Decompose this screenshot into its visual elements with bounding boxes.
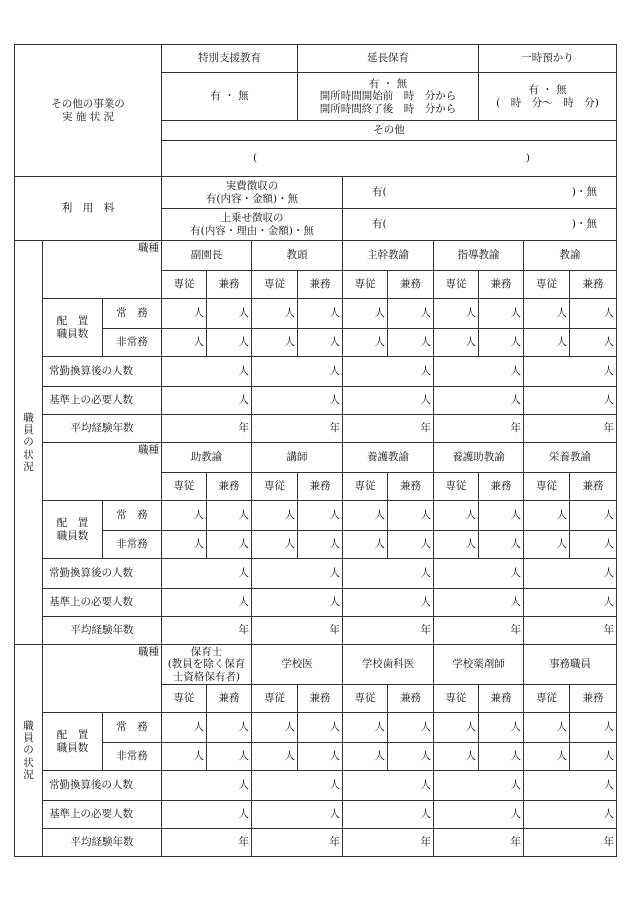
facility-report-form: [14, 44, 617, 857]
concurrent-header: 兼務: [207, 271, 252, 299]
staff-count-cell[interactable]: 人: [434, 743, 479, 771]
staff-count-cell[interactable]: 人: [479, 743, 524, 771]
staff-count-cell[interactable]: 人: [479, 713, 524, 743]
summary-value-cell[interactable]: 人: [252, 801, 343, 829]
summary-value-cell[interactable]: 人: [524, 357, 617, 387]
staff-count-cell[interactable]: 人: [570, 329, 617, 357]
staff-count-cell[interactable]: 人: [162, 713, 207, 743]
summary-value-cell[interactable]: 人: [524, 801, 617, 829]
summary-value-cell[interactable]: 人: [252, 357, 343, 387]
extended-care-line1: 有 ・ 無: [368, 78, 408, 91]
summary-value-cell[interactable]: 人: [524, 589, 617, 617]
summary-value-cell[interactable]: 人: [434, 357, 524, 387]
summary-value-cell[interactable]: 年: [524, 415, 617, 443]
staff-status-label-char: 状: [23, 448, 34, 461]
summary-value-cell[interactable]: 人: [434, 771, 524, 801]
summary-value-cell[interactable]: 年: [162, 415, 252, 443]
staff-status-label-char: 員: [23, 732, 34, 745]
temporary-care-header: 一時預かり: [479, 45, 617, 73]
summary-value-cell[interactable]: 人: [252, 559, 343, 589]
summary-value-cell[interactable]: 人: [524, 559, 617, 589]
summary-value-cell[interactable]: 人: [343, 387, 434, 415]
staff-count-cell[interactable]: 人: [570, 531, 617, 559]
staff-count-cell[interactable]: 人: [570, 743, 617, 771]
concurrent-header: 兼務: [388, 473, 434, 501]
concurrent-header: 兼務: [570, 271, 617, 299]
summary-value-cell[interactable]: 人: [162, 387, 252, 415]
staff-count-cell[interactable]: 人: [524, 743, 570, 771]
staff-count-cell[interactable]: 人: [570, 501, 617, 531]
job-header: 教諭: [524, 241, 617, 271]
concurrent-header: 兼務: [298, 271, 343, 299]
extended-care-line3: 開所時間終了後 時 分から: [319, 102, 457, 115]
staff-status-label-char: 状: [23, 756, 34, 769]
actual-cost-label: [162, 177, 343, 209]
staff-status-label-char: 職: [23, 720, 34, 733]
summary-value-cell[interactable]: 年: [162, 829, 252, 857]
staff-count-cell[interactable]: 人: [570, 713, 617, 743]
concurrent-header: 兼務: [298, 473, 343, 501]
staff-count-cell[interactable]: 人: [343, 329, 388, 357]
job-type-label: 職種: [43, 443, 162, 501]
staff-status-label-char: 況: [23, 460, 34, 473]
allocation-label: 配 置 職員数: [43, 299, 103, 357]
other-projects-label: その他の事業の 実 施 状 況: [15, 45, 162, 177]
staff-count-cell[interactable]: 人: [343, 501, 388, 531]
summary-value-cell[interactable]: 人: [343, 559, 434, 589]
summary-value-cell[interactable]: 人: [162, 801, 252, 829]
summary-value-cell[interactable]: 人: [434, 387, 524, 415]
summary-value-cell[interactable]: 人: [434, 589, 524, 617]
actual-cost-label-line2: 有(内容・金額)・無: [205, 192, 299, 205]
summary-value-cell[interactable]: 人: [343, 771, 434, 801]
job-header: 学校医: [252, 645, 343, 685]
job-header: 主幹教諭: [343, 241, 434, 271]
staff-count-cell[interactable]: 人: [343, 713, 388, 743]
concurrent-header: 兼務: [207, 473, 252, 501]
summary-value-cell[interactable]: 人: [343, 801, 434, 829]
fte-label: 常勤換算後の人数: [43, 357, 162, 387]
job-header: 講師: [252, 443, 343, 473]
staff-count-cell[interactable]: 人: [343, 299, 388, 329]
staff-count-cell[interactable]: 人: [524, 531, 570, 559]
staff-count-cell[interactable]: 人: [252, 299, 298, 329]
concurrent-header: 兼務: [298, 685, 343, 713]
staff-count-cell[interactable]: 人: [434, 299, 479, 329]
actual-cost-value: [343, 177, 617, 209]
staff-count-cell[interactable]: 人: [162, 531, 207, 559]
staff-count-cell[interactable]: 人: [479, 329, 524, 357]
staff-count-cell[interactable]: 人: [434, 713, 479, 743]
staff-count-cell[interactable]: 人: [298, 713, 343, 743]
staff-count-cell[interactable]: 人: [298, 329, 343, 357]
summary-value-cell[interactable]: 年: [434, 415, 524, 443]
other-value: [162, 141, 617, 177]
surcharge-value-left: 有(: [372, 218, 387, 231]
summary-value-cell[interactable]: 年: [162, 617, 252, 645]
staff-count-cell[interactable]: 人: [388, 299, 434, 329]
summary-value-cell[interactable]: 年: [343, 829, 434, 857]
summary-value-cell[interactable]: 人: [252, 771, 343, 801]
actual-cost-value-left: 有(: [372, 186, 387, 199]
staff-status-label-char: 職: [23, 412, 34, 425]
other-header: その他: [162, 121, 617, 141]
full-time-header: 専従: [434, 473, 479, 501]
avg-years-label: 平均経験年数: [43, 617, 162, 645]
staff-count-cell[interactable]: 人: [207, 299, 252, 329]
staff-count-cell[interactable]: 人: [298, 743, 343, 771]
staff-count-cell[interactable]: 人: [162, 501, 207, 531]
job-header: 事務職員: [524, 645, 617, 685]
summary-value-cell[interactable]: 人: [524, 387, 617, 415]
other-open-paren: (: [253, 152, 258, 165]
staff-count-cell[interactable]: 人: [479, 531, 524, 559]
job-header: 副園長: [162, 241, 252, 271]
staff-count-cell[interactable]: 人: [162, 299, 207, 329]
summary-value-cell[interactable]: 人: [162, 357, 252, 387]
summary-value-cell[interactable]: 年: [524, 617, 617, 645]
staff-status-label: [15, 241, 43, 645]
full-time-header: 専従: [434, 685, 479, 713]
staff-count-cell[interactable]: 人: [207, 743, 252, 771]
staff-count-cell[interactable]: 人: [343, 531, 388, 559]
temporary-care-line2: ( 時 分〜 時 分): [496, 96, 599, 109]
full-time-header: 専従: [162, 685, 207, 713]
required-label: 基準上の必要人数: [43, 589, 162, 617]
surcharge-value: [343, 209, 617, 241]
fte-label: 常勤換算後の人数: [43, 559, 162, 589]
job-header: 養護教諭: [343, 443, 434, 473]
regular-label: 常 務: [103, 501, 162, 531]
full-time-header: 専従: [343, 271, 388, 299]
staff-count-cell[interactable]: 人: [388, 743, 434, 771]
staff-count-cell[interactable]: 人: [252, 713, 298, 743]
concurrent-header: 兼務: [570, 473, 617, 501]
avg-years-label: 平均経験年数: [43, 829, 162, 857]
staff-count-cell[interactable]: 人: [207, 329, 252, 357]
staff-count-cell[interactable]: 人: [524, 329, 570, 357]
regular-label: 常 務: [103, 713, 162, 743]
staff-count-cell[interactable]: 人: [524, 501, 570, 531]
staff-count-cell[interactable]: 人: [388, 531, 434, 559]
full-time-header: 専従: [162, 473, 207, 501]
staff-count-cell[interactable]: 人: [298, 299, 343, 329]
summary-value-cell[interactable]: 年: [252, 829, 343, 857]
job-header: 指導教諭: [434, 241, 524, 271]
concurrent-header: 兼務: [388, 685, 434, 713]
surcharge-label-line2: 有(内容・理由・金額)・無: [190, 224, 314, 237]
job-header: 栄養教諭: [524, 443, 617, 473]
special-support-header: 特別支援教育: [162, 45, 298, 73]
concurrent-header: 兼務: [479, 473, 524, 501]
surcharge-value-right: )・無: [571, 218, 597, 231]
full-time-header: 専従: [343, 685, 388, 713]
job-type-label: 職種: [43, 645, 162, 713]
staff-status-label: [15, 645, 43, 857]
avg-years-label: 平均経験年数: [43, 415, 162, 443]
part-time-label: 非常務: [103, 531, 162, 559]
staff-status-label-char: の: [23, 436, 34, 449]
part-time-label: 非常務: [103, 329, 162, 357]
staff-count-cell[interactable]: 人: [388, 501, 434, 531]
summary-value-cell[interactable]: 人: [162, 589, 252, 617]
staff-count-cell[interactable]: 人: [434, 501, 479, 531]
required-label: 基準上の必要人数: [43, 801, 162, 829]
summary-value-cell[interactable]: 年: [524, 829, 617, 857]
job-type-label: 職種: [43, 241, 162, 299]
staff-count-cell[interactable]: 人: [162, 329, 207, 357]
temporary-care-value: [479, 73, 617, 121]
extended-care-header: 延長保育: [298, 45, 479, 73]
staff-status-label-char: 況: [23, 768, 34, 781]
summary-value-cell[interactable]: 年: [343, 617, 434, 645]
staff-count-cell[interactable]: 人: [434, 531, 479, 559]
special-support-value: 有 ・ 無: [162, 73, 298, 121]
full-time-header: 専従: [162, 271, 207, 299]
full-time-header: 専従: [524, 473, 570, 501]
surcharge-label-line1: 上乗せ徴収の: [220, 212, 284, 225]
summary-value-cell[interactable]: 年: [252, 617, 343, 645]
staff-count-cell[interactable]: 人: [479, 299, 524, 329]
summary-value-cell[interactable]: 人: [252, 589, 343, 617]
summary-value-cell[interactable]: 人: [343, 357, 434, 387]
summary-value-cell[interactable]: 人: [343, 589, 434, 617]
full-time-header: 専従: [252, 685, 298, 713]
extended-care-value: [298, 73, 479, 121]
allocation-label: 配 置 職員数: [43, 713, 103, 771]
staff-count-cell[interactable]: 人: [252, 531, 298, 559]
fte-label: 常勤換算後の人数: [43, 771, 162, 801]
part-time-label: 非常務: [103, 743, 162, 771]
extended-care-line2: 開所時間開始前 時 分から: [319, 90, 457, 103]
staff-count-cell[interactable]: 人: [479, 501, 524, 531]
staff-count-cell[interactable]: 人: [207, 713, 252, 743]
staff-count-cell[interactable]: 人: [388, 329, 434, 357]
concurrent-header: 兼務: [479, 271, 524, 299]
staff-count-cell[interactable]: 人: [252, 329, 298, 357]
job-header: 保育士 (教員を除く保育 士資格保有者): [162, 645, 252, 685]
full-time-header: 専従: [434, 271, 479, 299]
summary-value-cell[interactable]: 人: [434, 801, 524, 829]
staff-count-cell[interactable]: 人: [207, 501, 252, 531]
concurrent-header: 兼務: [570, 685, 617, 713]
concurrent-header: 兼務: [207, 685, 252, 713]
summary-value-cell[interactable]: 人: [434, 559, 524, 589]
staff-count-cell[interactable]: 人: [524, 713, 570, 743]
summary-value-cell[interactable]: 人: [162, 559, 252, 589]
summary-value-cell[interactable]: 人: [162, 771, 252, 801]
staff-count-cell[interactable]: 人: [207, 531, 252, 559]
staff-count-cell[interactable]: 人: [388, 713, 434, 743]
full-time-header: 専従: [252, 473, 298, 501]
actual-cost-label-line1: 実費徴収の: [225, 180, 279, 193]
full-time-header: 専従: [343, 473, 388, 501]
concurrent-header: 兼務: [479, 685, 524, 713]
actual-cost-value-right: )・無: [571, 186, 597, 199]
job-header: 養護助教諭: [434, 443, 524, 473]
staff-count-cell[interactable]: 人: [434, 329, 479, 357]
staff-count-cell[interactable]: 人: [298, 531, 343, 559]
staff-count-cell[interactable]: 人: [570, 299, 617, 329]
summary-value-cell[interactable]: 人: [524, 771, 617, 801]
summary-value-cell[interactable]: 人: [252, 387, 343, 415]
other-close-paren: ): [525, 152, 530, 165]
job-header: 助教諭: [162, 443, 252, 473]
regular-label: 常 務: [103, 299, 162, 329]
staff-status-label-char: 員: [23, 424, 34, 437]
summary-value-cell[interactable]: 年: [343, 415, 434, 443]
summary-value-cell[interactable]: 年: [434, 617, 524, 645]
staff-count-cell[interactable]: 人: [343, 743, 388, 771]
surcharge-label: [162, 209, 343, 241]
staff-count-cell[interactable]: 人: [252, 501, 298, 531]
staff-status-label-char: の: [23, 744, 34, 757]
job-header: 学校歯科医: [343, 645, 434, 685]
staff-count-cell[interactable]: 人: [298, 501, 343, 531]
full-time-header: 専従: [252, 271, 298, 299]
summary-value-cell[interactable]: 年: [434, 829, 524, 857]
required-label: 基準上の必要人数: [43, 387, 162, 415]
job-header: 教頭: [252, 241, 343, 271]
fees-label: 利 用 料: [15, 177, 162, 241]
staff-count-cell[interactable]: 人: [252, 743, 298, 771]
temporary-care-line1: 有 ・ 無: [528, 84, 567, 97]
concurrent-header: 兼務: [388, 271, 434, 299]
full-time-header: 専従: [524, 271, 570, 299]
summary-value-cell[interactable]: 年: [252, 415, 343, 443]
job-header: 学校薬剤師: [434, 645, 524, 685]
allocation-label: 配 置 職員数: [43, 501, 103, 559]
staff-count-cell[interactable]: 人: [524, 299, 570, 329]
staff-count-cell[interactable]: 人: [162, 743, 207, 771]
full-time-header: 専従: [524, 685, 570, 713]
